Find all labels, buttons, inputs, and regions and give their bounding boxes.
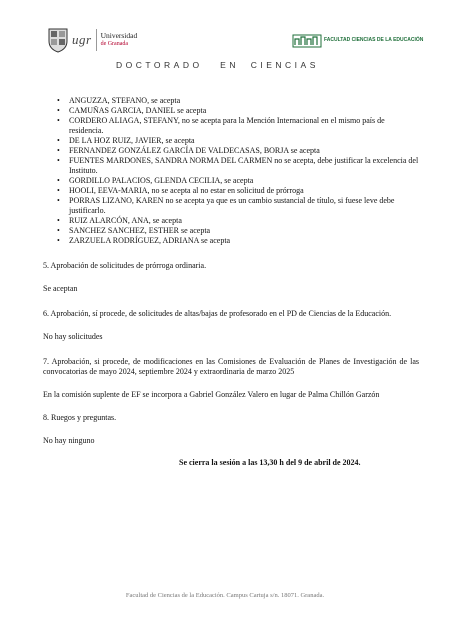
section-5-title: 5. Aprobación de solicitudes de prórroga ordinaria.	[43, 261, 207, 270]
faculty-logo	[292, 32, 423, 48]
list-item: • DE LA HOZ RUIZ, JAVIER, se acepta	[69, 136, 419, 146]
list-item: • RUIZ ALARCÓN, ANA, se acepta	[69, 216, 419, 226]
session-closing: Se cierra la sesión a las 13,30 h del 9 de abril de 2024.	[179, 458, 361, 467]
list-item: • HOOLI, EEVA-MARIA, no se acepta al no estar en solicitud de prórroga	[69, 186, 419, 196]
document-body	[43, 96, 419, 468]
list-item: • PORRAS LIZANO, KAREN no se acepta ya que es un cambio sustancial de título, si fuese leve debe justificarlo.	[69, 196, 419, 216]
list-item: • SANCHEZ SANCHEZ, ESTHER se acepta	[69, 226, 419, 236]
list-item: • ZARZUELA RODRÍGUEZ, ADRIANA se acepta	[69, 236, 419, 246]
university-logo	[47, 27, 137, 53]
list-item: • CORDERO ALIAGA, STEFANY, no se acepta para la Mención Internacional en el mismo país de residencia.	[69, 116, 419, 136]
logo-separator	[96, 29, 97, 51]
doctoral-student-list	[43, 96, 419, 246]
section-8-title: 8. Ruegos y preguntas.	[43, 413, 117, 422]
list-item: • FUENTES MARDONES, SANDRA NORMA DEL CARMEN no se acepta, debe justificar la excelencia del Instituto.	[69, 156, 419, 176]
list-item: • GORDILLO PALACIOS, GLENDA CECILIA, se acepta	[69, 176, 419, 186]
university-name	[101, 32, 138, 48]
university-name-line2: de Granada	[100, 41, 129, 47]
section-5-body: Se aceptan	[43, 284, 78, 293]
section-8-body: No hay ninguno	[43, 436, 95, 445]
university-name-line1: Universidad	[100, 31, 138, 40]
list-item: • CAMUÑAS GARCIA, DANIEL se acepta	[69, 106, 419, 116]
crest-icon	[47, 27, 69, 53]
ugr-mark: ugr	[72, 32, 92, 47]
list-item: • ANGUZZA, STEFANO, se acepta	[69, 96, 419, 106]
section-6-title: 6. Aprobación, sí procede, de solicitudes de altas/bajas de profesorado en el PD de Ciencias de la Educación.	[43, 309, 392, 318]
list-item: • FERNANDEZ GONZÁLEZ GARCÍA DE VALDECASAS, BORJA se acepta	[69, 146, 419, 156]
faculty-building-icon	[292, 32, 322, 48]
program-title: DOCTORADO EN CIENCIAS	[116, 60, 319, 70]
section-7-body: En la comisión suplente de EF se incorpora a Gabriel González Valero en lugar de Palma Chillón Garzón	[43, 390, 380, 399]
section-7-title: 7. Aprobación, si procede, de modificaciones en las Comisiones de Evaluación de Planes de Investigación de las convocatorias de mayo 2024, septiembre 2024 y extraordinaria de marzo 2025	[43, 357, 419, 376]
faculty-logo-text: FACULTAD CIENCIAS DE LA EDUCACIÓN	[324, 37, 424, 43]
page-footer: Facultad de Ciencias de la Educación. Campus Cartuja s/n. 18071. Granada.	[125, 592, 325, 599]
page-header	[0, 0, 450, 80]
section-6-body: No hay solicitudes	[43, 332, 103, 341]
